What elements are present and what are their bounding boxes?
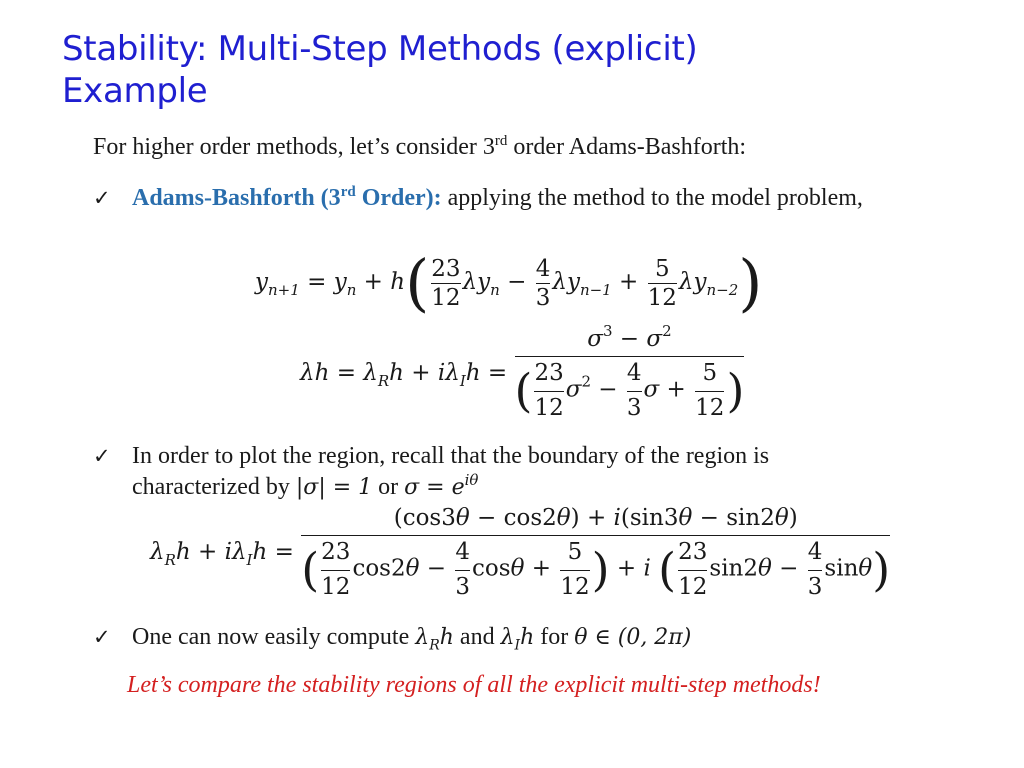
check-icon: ✓ <box>93 186 111 210</box>
bullet-boundary: ✓ In order to plot the region, recall that the boundary of the region is characterized by |σ| = 1 or $\sigma = e^{i\theta}$ <box>93 443 770 500</box>
closing-remark: Let’s compare the stability regions of all the explicit multi-step methods! <box>127 672 821 698</box>
check-icon: ✓ <box>93 625 111 649</box>
bullet-compute: ✓ One can now easily compute $\lambda_Rh$ and $\lambda_Ih$ for θ ∈ (0, 2π) <box>93 624 692 654</box>
slide-title <box>62 28 962 112</box>
method-name: Adams-Bashforth (3rd Order): <box>132 184 442 211</box>
equation-ab3-update: $y_{n+1} = y_n + h$( $\frac{23}{12}$ $\lambda y_n$ − $\frac{4}{3}$ $\lambda y_{n-1}$ + $\frac{5}{12}$ $\lambda y_{n-2}$) <box>255 246 763 319</box>
intro-text: For higher order methods, let’s consider 3rd order Adams-Bashforth: <box>93 133 747 160</box>
equation-boundary-locus: $\lambda_Rh + i\lambda_Ih$ = (cos3θ − cos2θ) + i(sin3θ − sin2θ) ( $\frac{23}{12}$ cos2θ − $\frac{4}{3}$ cosθ + $\frac{5}{12}$ ) + i ( $\frac{23}{12}$ sin2θ − $\frac{4}{3}$ sinθ) <box>150 505 891 600</box>
title-line-1: Stability: Multi-Step Methods (explicit) <box>62 29 698 69</box>
equation-lambda-h: $\lambda h = \lambda_Rh + i\lambda_Ih$ = $\sigma^3 - \sigma^2$ ( $\frac{23}{12}$ $\sigma^2$ − $\frac{4}{3}$ σ + $\frac{5}{12}$ ) <box>300 322 745 421</box>
bullet-adams-bashforth: ✓ Adams-Bashforth (3rd Order): applying the method to the model problem, <box>93 183 913 214</box>
check-icon: ✓ <box>93 444 111 468</box>
title-line-2: Example <box>62 71 208 111</box>
